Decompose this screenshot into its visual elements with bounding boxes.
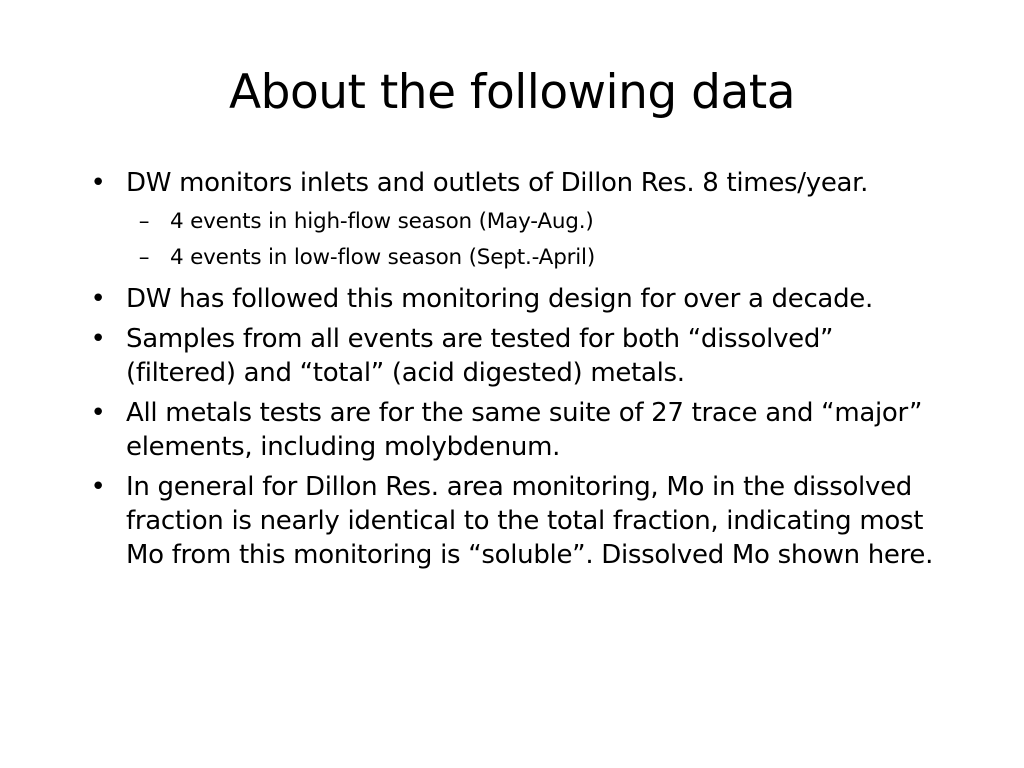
slide-title: About the following data	[228, 65, 796, 120]
bullet-item-metals-suite	[86, 396, 946, 464]
bullet-list	[86, 166, 946, 578]
sub-bullet-text: 4 events in low-flow season (Sept.-April)	[170, 245, 596, 270]
bullet-item-monitoring-frequency	[86, 166, 946, 276]
sub-bullet-list	[126, 204, 946, 276]
sub-bullet-marker: –	[138, 245, 150, 270]
bullet-item-dissolved-mo	[86, 470, 946, 572]
bullet-marker: •	[90, 168, 106, 198]
bullet-marker: •	[90, 284, 106, 314]
sub-bullet-low-flow	[126, 240, 946, 276]
bullet-text: In general for Dillon Res. area monitoring, Mo in the dissolved fraction is nearly identical to the total fraction, indicating most Mo from this monitoring is “soluble”. Dissolved Mo shown here.	[126, 472, 934, 570]
sub-bullet-high-flow	[126, 204, 946, 240]
bullet-text: Samples from all events are tested for both “dissolved” (filtered) and “total” (acid digested) metals.	[126, 324, 834, 388]
bullet-text: DW has followed this monitoring design for over a decade.	[126, 284, 873, 314]
bullet-marker: •	[90, 472, 106, 502]
sub-bullet-marker: –	[138, 209, 150, 234]
bullet-text: All metals tests are for the same suite of 27 trace and “major” elements, including molybdenum.	[126, 398, 923, 462]
bullet-item-design-duration	[86, 282, 946, 316]
sub-bullet-text: 4 events in high-flow season (May-Aug.)	[170, 209, 594, 234]
bullet-text: DW monitors inlets and outlets of Dillon Res. 8 times/year.	[126, 168, 869, 198]
bullet-marker: •	[90, 398, 106, 428]
bullet-marker: •	[90, 324, 106, 354]
bullet-item-dissolved-total	[86, 322, 946, 390]
